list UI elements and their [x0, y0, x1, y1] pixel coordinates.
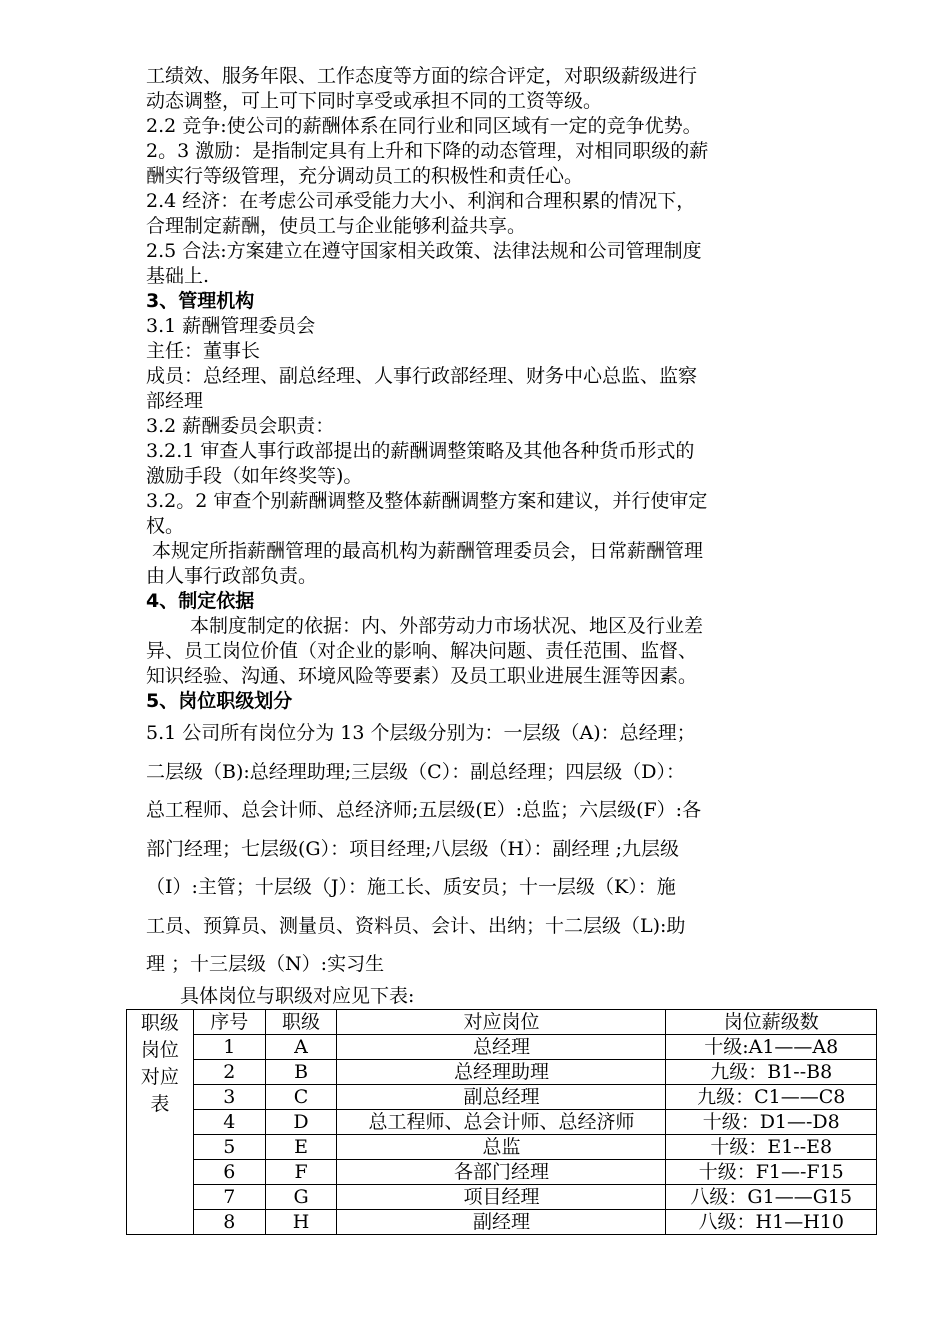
table-header-row [127, 1010, 877, 1035]
section-heading-4: 4、制定依据 [146, 590, 255, 612]
body-line: 部经理 [146, 390, 204, 412]
body-line: 激励手段（如年终奖等)。 [146, 465, 363, 487]
grade-table [126, 1009, 877, 1235]
body-line: 成员：总经理、副总经理、人事行政部经理、财务中心总监、监察 [146, 365, 698, 387]
body-line: 2.4 经济：在考虑公司承受能力大小、利润和合理积累的情况下， [146, 190, 696, 212]
body-line: 3.2.1 审查人事行政部提出的薪酬调整策略及其他各种货币形式的 [146, 440, 695, 462]
body-line: 2。3 激励：是指制定具有上升和下降的动态管理，对相同职级的薪 [146, 140, 709, 162]
body-line: 权。 [146, 515, 185, 537]
row-position: 总经理助理 [337, 1060, 666, 1085]
row-salary-levels: 九级：B1--B8 [666, 1060, 877, 1085]
row-position: 项目经理 [337, 1185, 666, 1210]
table-intro: 具体岗位与职级对应见下表: [180, 984, 415, 1007]
body-line: 理 ；十三层级（N）:实习生 [146, 953, 385, 975]
row-salary-levels: 十级：F1—-F15 [666, 1160, 877, 1185]
body-line: 合理制定薪酬，使员工与企业能够利益共享。 [146, 215, 527, 237]
row-grade: C [265, 1085, 337, 1110]
row-grade: E [265, 1135, 337, 1160]
document-body [146, 64, 810, 1009]
row-position: 总工程师、总会计师、总经济师 [337, 1110, 666, 1135]
row-grade: G [265, 1185, 337, 1210]
row-salary-levels: 十级：D1—-D8 [666, 1110, 877, 1135]
row-index: 4 [193, 1110, 265, 1135]
row-salary-levels: 八级：G1——G15 [666, 1185, 877, 1210]
table-row [127, 1135, 877, 1160]
row-grade: B [265, 1060, 337, 1085]
body-line: 本制度制定的依据：内、外部劳动力市场状况、地区及行业差 [190, 615, 704, 637]
row-index: 8 [193, 1210, 265, 1235]
body-line: 3.1 薪酬管理委员会 [146, 315, 316, 337]
section-heading-5: 5、岗位职级划分 [146, 690, 293, 712]
row-position: 副经理 [337, 1210, 666, 1235]
body-line: 3.2。2 审查个别薪酬调整及整体薪酬调整方案和建议，并行使审定 [146, 490, 708, 512]
row-index: 6 [193, 1160, 265, 1185]
body-line: 动态调整，可上可下同时享受或承担不同的工资等级。 [146, 90, 603, 112]
row-grade: F [265, 1160, 337, 1185]
body-line: 基础上. [146, 265, 210, 287]
row-salary-levels: 十级：E1--E8 [666, 1135, 877, 1160]
body-line: 部门经理；七层级(G）：项目经理;八层级（H）：副经理 ;九层级 [146, 837, 680, 860]
body-line: 酬实行等级管理，充分调动员工的积极性和责任心。 [146, 165, 584, 187]
body-line: 3.2 薪酬委员会职责： [146, 415, 335, 437]
table-side-label: 职级 岗位 对应 表 [127, 1010, 194, 1235]
row-salary-levels: 八级：H1—H10 [666, 1210, 877, 1235]
table-row [127, 1210, 877, 1235]
header-position: 对应岗位 [337, 1010, 666, 1035]
body-line: 工绩效、服务年限、工作态度等方面的综合评定，对职级薪级进行 [146, 65, 698, 87]
row-grade: A [265, 1035, 337, 1060]
row-salary-levels: 十级:A1——A8 [666, 1035, 877, 1060]
section-heading-3: 3、管理机构 [146, 290, 255, 312]
body-line: 5.1 公司所有岗位分为 13 个层级分别为：一层级（A)：总经理； [146, 722, 696, 744]
row-index: 5 [193, 1135, 265, 1160]
body-line: 工员、预算员、测量员、资料员、会计、出纳；十二层级（L):助 [146, 914, 686, 937]
body-line: 总工程师、总会计师、总经济师;五层级(E）:总监；六层级(F）:各 [146, 799, 702, 821]
row-position: 副总经理 [337, 1085, 666, 1110]
body-line: 2.2 竞争:使公司的薪酬体系在同行业和同区域有一定的竞争优势。 [146, 115, 702, 137]
body-line: 2.5 合法:方案建立在遵守国家相关政策、法律法规和公司管理制度 [146, 240, 702, 262]
row-index: 2 [193, 1060, 265, 1085]
body-line: 由人事行政部负责。 [146, 565, 318, 587]
header-grade: 职级 [265, 1010, 337, 1035]
table-row [127, 1160, 877, 1185]
row-grade: D [265, 1110, 337, 1135]
row-index: 1 [193, 1035, 265, 1060]
table-row [127, 1185, 877, 1210]
row-index: 7 [193, 1185, 265, 1210]
table-row [127, 1035, 877, 1060]
row-position: 总监 [337, 1135, 666, 1160]
row-index: 3 [193, 1085, 265, 1110]
body-line: 知识经验、沟通、环境风险等要素）及员工职业进展生涯等因素。 [146, 665, 698, 687]
body-line: 主任：董事长 [146, 340, 261, 362]
body-line: （I）:主管；十层级（J）：施工长、质安员；十一层级（K）：施 [146, 876, 676, 898]
table-row [127, 1085, 877, 1110]
header-index: 序号 [193, 1010, 265, 1035]
body-line: 本规定所指薪酬管理的最高机构为薪酬管理委员会，日常薪酬管理 [152, 540, 704, 562]
body-line: 异、员工岗位价值（对企业的影响、解决问题、责任范围、监督、 [146, 640, 698, 662]
row-grade: H [265, 1210, 337, 1235]
table-row [127, 1110, 877, 1135]
row-position: 各部门经理 [337, 1160, 666, 1185]
body-line: 二层级（B):总经理助理;三层级（C）：副总经理；四层级（D）： [146, 760, 685, 783]
row-position: 总经理 [337, 1035, 666, 1060]
row-salary-levels: 九级：C1——C8 [666, 1085, 877, 1110]
table-row [127, 1060, 877, 1085]
header-salary-levels: 岗位薪级数 [666, 1010, 877, 1035]
